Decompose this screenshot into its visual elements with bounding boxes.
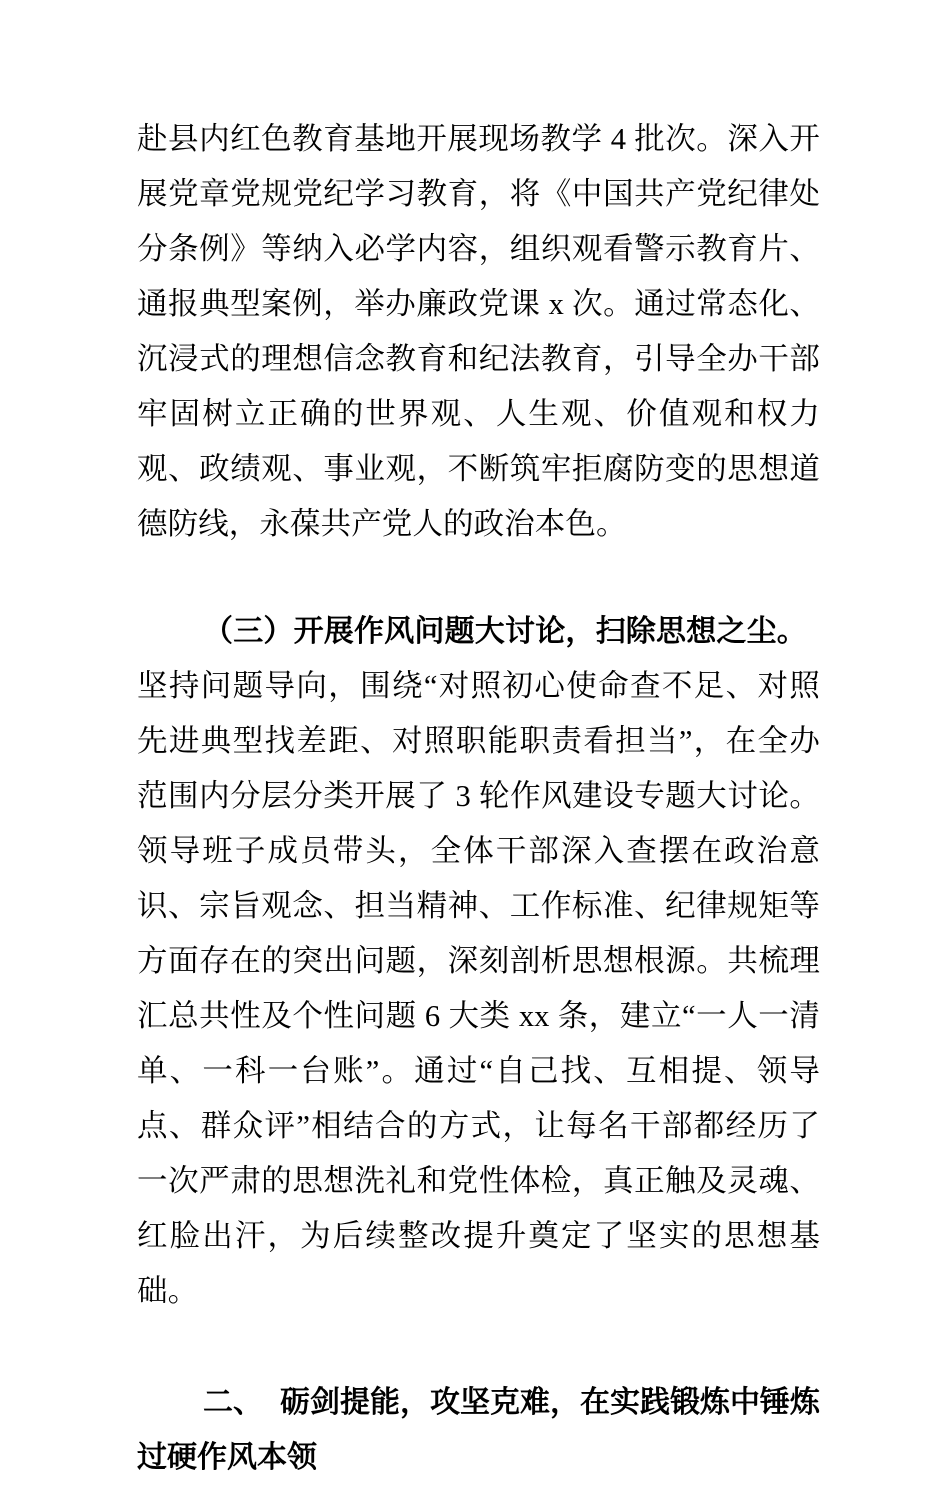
section-heading-two-text: 砺剑提能，攻坚克难，在实践锻炼中锤炼过硬作风本领 xyxy=(137,1385,820,1475)
section-heading-two-number: 二、 xyxy=(203,1385,263,1420)
run-in-heading-section-three: （三）开展作风问题大讨论，扫除思想之尘。 xyxy=(203,614,807,649)
paragraph-continuation: 赴县内红色教育基地开展现场教学 4 批次。深入开展党章党规党纪学习教育，将《中国共产党纪律处分条例》等纳入必学内容，组织观看警示教育片、通报典型案例，举办廉政党课 x 次。通过常态化、沉浸式的理想信念教育和纪法教育，引导全办干部牢固树立正确的世界观、人生观、价值观和权力观、政绩观、事业观，不断筑牢拒腐防变的思想道德防线，永葆共产党人的政治本色。 xyxy=(137,122,820,541)
paragraph-section-three-text: 坚持问题导向，围绕“对照初心使命查不足、对照先进典型找差距、对照职能职责看担当”，在全办范围内分层分类开展了 3 轮作风建设专题大讨论。领导班子成员带头，全体干部深入查摆在政治意识、宗旨观念、担当精神、工作标准、纪律规矩等方面存在的突出问题，深刻剖析思想根源。共梳理汇总共性及个性问题 6 大类 xx 条，建立“一人一清单、一科一台账”。通过“自己找、互相提、领导点、群众评”相结合的方式，让每名干部都经历了一次严肃的思想洗礼和党性体检，真正触及灵魂、红脸出汗，为后续整改提升奠定了坚实的思想基础。 xyxy=(137,669,820,1308)
paragraph-section-three xyxy=(137,604,820,1319)
section-heading-two xyxy=(137,1375,820,1485)
document-body xyxy=(137,112,820,1485)
